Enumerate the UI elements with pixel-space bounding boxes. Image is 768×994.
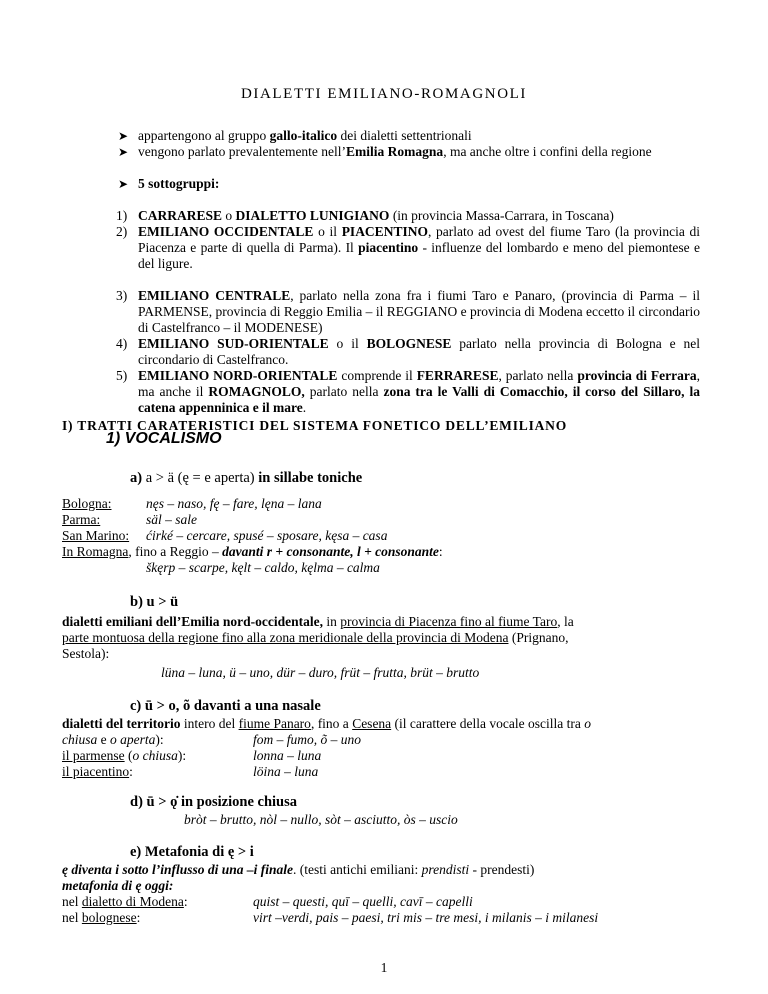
example-label: Bologna: (62, 496, 112, 511)
paragraph: il piacentino: (62, 764, 133, 779)
subgroup-number: 2) (116, 224, 128, 239)
subgroup-item: EMILIANO NORD-ORIENTALE comprende il FERRARESE, parlato nella provincia di Ferrara, ma anche il ROMAGNOLO, parlato nella zona tra le Valli di Comacchio, il corso del Sillaro, la catena appenninica e il mare. (138, 368, 701, 415)
example-text: löina – luna (253, 764, 319, 779)
example-text: lonna – luna (253, 748, 322, 763)
subgroup-number: 4) (116, 336, 128, 351)
arrow-bullet-icon: ➤ (118, 145, 129, 159)
bullet-item: vengono parlato prevalentemente nell’Emilia Romagna, ma anche oltre i confini della regione (138, 144, 652, 159)
subgroup-item: CARRARESE o DIALETTO LUNIGIANO (in provincia Massa-Carrara, in Toscana) (138, 208, 614, 223)
example-text: nęs – naso, fę – fare, lęna – lana (146, 496, 322, 511)
paragraph: metafonia di ę oggi: (62, 878, 174, 893)
example-text: bròt – brutto, nòl – nullo, sòt – asciutto, òs – uscio (184, 812, 458, 827)
example-text: quist – questi, quī – quelli, cavī – capelli (253, 894, 473, 909)
subgroup-item: EMILIANO CENTRALE, parlato nella zona fra i fiumi Taro e Panaro, (provincia di Parma – il PARMENSE, provincia di Reggio Emilia – il REGGIANO e provincia di Modena eccetto il circondario di Castelfranco – il MODENESE) (138, 288, 700, 335)
heading-a: a) a > ä (ę = e aperta) in sillabe toniche (130, 470, 363, 486)
example-label: San Marino: (62, 528, 130, 543)
example-text: virt –verdi, pais – paesi, tri mis – tre mesi, i milanis – i milanesi (253, 910, 599, 925)
paragraph: dialetti emiliani dell’Emilia nord-occidentale, in provincia di Piacenza fino al fiume Taro, la (62, 614, 574, 629)
paragraph: parte montuosa della regione fino alla zona meridionale della provincia di Modena (Prignano, (62, 630, 569, 645)
paragraph: Sestola): (62, 646, 110, 661)
heading-e: e) Metafonia di ę > i (130, 844, 254, 860)
section-heading: I) TRATTI CARATERISTICI DEL SISTEMA FONETICO DELL’EMILIANO (62, 418, 568, 433)
subgroup-number: 1) (116, 208, 128, 223)
example-text: säl – sale (146, 512, 198, 527)
heading-d: d) ū > ǫ̇ in posizione chiusa (130, 794, 297, 810)
romagna-line: In Romagna, fino a Reggio – davanti r + consonante, l + consonante: (62, 544, 443, 559)
bullet-item: appartengono al gruppo gallo-italico dei dialetti settentrionali (138, 128, 472, 143)
subgroup-item: EMILIANO OCCIDENTALE o il PIACENTINO, parlato ad ovest del fiume Taro (la provincia di Piacenza e parte di quella di Parma). Il piacentino - influenze del lombardo e meno del piemontese e del ligure. (138, 224, 700, 271)
paragraph: ę diventa i sotto l’influsso di una –i finale. (testi antichi emiliani: prendisti - prendesti) (62, 862, 535, 877)
arrow-bullet-icon: ➤ (118, 129, 129, 143)
example-text: lüna – luna, ü – uno, dür – duro, früt – frutta, brüt – brutto (161, 665, 480, 680)
paragraph: il parmense (o chiusa): (62, 748, 187, 763)
bullet-item: 5 sottogruppi: (138, 176, 220, 191)
example-text: fom – fumo, õ – uno (253, 732, 361, 747)
paragraph: nel dialetto di Modena: (62, 894, 188, 909)
example-label: Parma: (62, 512, 101, 527)
paragraph: dialetti del territorio intero del fiume Panaro, fino a Cesena (il carattere della vocale oscilla tra o (62, 716, 591, 731)
subgroup-number: 5) (116, 368, 128, 383)
document-title: DIALETTI EMILIANO-ROMAGNOLI (240, 86, 528, 102)
example-text: ćirké – cercare, spusé – sposare, kęsa – casa (146, 528, 388, 543)
paragraph: nel bolognese: (62, 910, 141, 925)
example-text: škęrp – scarpe, kęlt – caldo, kęlma – calma (146, 560, 380, 575)
section-subheading: 1) VOCALISMO (106, 430, 222, 447)
arrow-bullet-icon: ➤ (118, 177, 129, 191)
heading-b: b) u > ü (130, 594, 179, 610)
subgroup-number: 3) (116, 288, 128, 303)
subgroup-item: EMILIANO SUD-ORIENTALE o il BOLOGNESE parlato nella provincia di Bologna e nel circondario di Castelfranco. (138, 336, 700, 367)
paragraph: chiusa e o aperta): (62, 732, 164, 747)
page-number: 1 (380, 960, 388, 975)
heading-c: c) ū > o, õ davanti a una nasale (130, 698, 321, 714)
